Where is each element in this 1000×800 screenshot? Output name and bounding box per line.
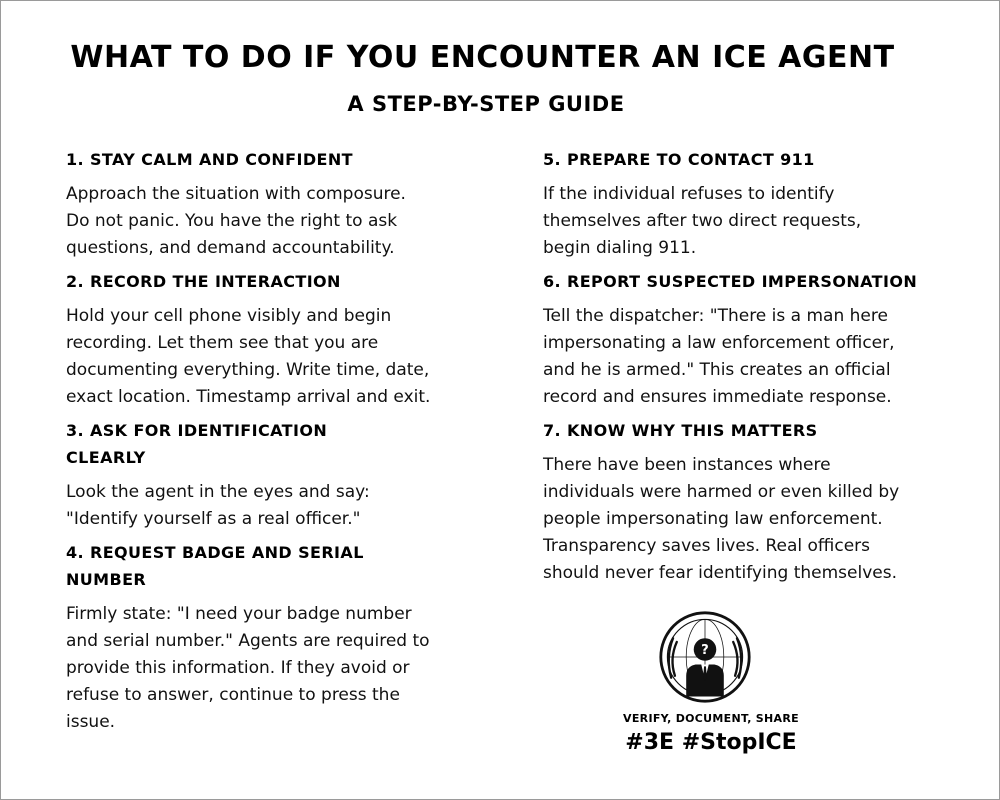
step-heading-line: 7. KNOW WHY THIS MATTERS (543, 421, 818, 440)
right-column (543, 146, 953, 593)
step-heading-line: 5. PREPARE TO CONTACT 911 (543, 150, 815, 169)
guide-step (543, 417, 953, 587)
step-body-line: There have been instances where (543, 455, 831, 475)
step-body (543, 181, 953, 262)
step-body-line: documenting everything. Write time, date, (66, 360, 430, 380)
step-heading (66, 146, 476, 173)
svg-text:?: ? (701, 643, 709, 659)
guide-step (543, 146, 953, 262)
step-heading-line: CLEARLY (66, 448, 146, 467)
step-body-line: impersonating a law enforcement officer, (543, 333, 895, 353)
step-body-line: Tell the dispatcher: "There is a man here (543, 306, 888, 326)
step-body-line: and he is armed." This creates an official (543, 360, 891, 380)
step-heading (543, 417, 953, 444)
step-body-line: record and ensures immediate response. (543, 387, 892, 407)
step-heading-line: 2. RECORD THE INTERACTION (66, 272, 341, 291)
guide-step (66, 539, 476, 736)
step-body-line: people impersonating law enforcement. (543, 509, 883, 529)
step-body-line: Transparency saves lives. Real officers (543, 536, 871, 556)
step-body (66, 479, 476, 533)
step-body-line: Approach the situation with composure. (66, 184, 406, 204)
step-body-line: individuals were harmed or even killed by (543, 482, 900, 502)
step-body-line: should never fear identifying themselves. (543, 563, 897, 583)
left-column (66, 146, 476, 742)
step-body-line: begin dialing 911. (543, 238, 697, 258)
page-title: WHAT TO DO IF YOU ENCOUNTER AN ICE AGENT (70, 40, 895, 75)
step-heading (66, 417, 476, 471)
step-heading-line: 1. STAY CALM AND CONFIDENT (66, 150, 353, 169)
step-heading-line: 4. REQUEST BADGE AND SERIAL (66, 543, 364, 562)
guide-step (66, 417, 476, 533)
step-body (66, 303, 476, 411)
step-body (543, 452, 953, 587)
guide-step (66, 268, 476, 411)
step-body-line: questions, and demand accountability. (66, 238, 395, 258)
step-body-line: themselves after two direct requests, (543, 211, 862, 231)
step-body-line: "Identify yourself as a real officer." (66, 509, 361, 529)
step-body (66, 601, 476, 736)
step-heading-line: 6. REPORT SUSPECTED IMPERSONATION (543, 272, 918, 291)
step-heading-line: NUMBER (66, 570, 147, 589)
step-body-line: Look the agent in the eyes and say: (66, 482, 370, 502)
step-body-line: issue. (66, 712, 116, 732)
anonymous-emblem-icon (658, 610, 752, 704)
step-body-line: refuse to answer, continue to press the (66, 685, 400, 705)
step-body (66, 181, 476, 262)
step-heading (66, 539, 476, 593)
hashtags: #3E #StopICE (625, 730, 797, 755)
step-body-line: Hold your cell phone visibly and begin (66, 306, 392, 326)
guide-step (543, 268, 953, 411)
step-body-line: exact location. Timestamp arrival and exit. (66, 387, 431, 407)
step-heading-line: 3. ASK FOR IDENTIFICATION (66, 421, 328, 440)
step-body-line: Do not panic. You have the right to ask (66, 211, 398, 231)
tagline: VERIFY, DOCUMENT, SHARE (623, 712, 799, 725)
step-body-line: Firmly state: "I need your badge number (66, 604, 412, 624)
step-body-line: provide this information. If they avoid or (66, 658, 410, 678)
step-heading (543, 268, 953, 295)
page-subtitle: A STEP-BY-STEP GUIDE (347, 92, 625, 116)
step-body-line: recording. Let them see that you are (66, 333, 379, 353)
step-heading (66, 268, 476, 295)
step-heading (543, 146, 953, 173)
step-body (543, 303, 953, 411)
step-body-line: and serial number." Agents are required to (66, 631, 430, 651)
step-body-line: If the individual refuses to identify (543, 184, 835, 204)
guide-step (66, 146, 476, 262)
